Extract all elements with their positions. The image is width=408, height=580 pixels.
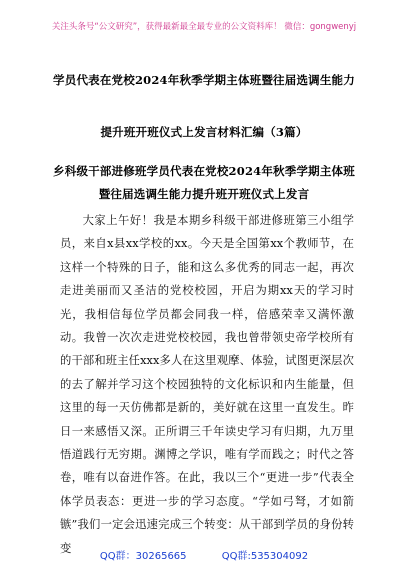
speech-paragraph: 大家上午好！我是本期乡科级干部进修班第三小组学员，来自x县xx学校的xx。今天是全国第xx个教师节，在这样一个特殊的日子，能和这么多优秀的同志一起，再次走进美丽而又圣洁的党校校园，开启为期xx天的学习时光，我相信每位学员都会同我一样，倍感荣幸又满怀激动。我曾一次次走进党校校园，我也曾带领史帝学校所有的干部和班主任xxx多人在这里观摩、体验，试图更深层次的去了解并学习这个校园独特的文化标识和内生能量，但这里的每一天仿佛都是新的，美好就在这里一直发生。昨日一来感悟又深。正所谓三千年读史学习有归期，九万里悟道践行无穷期。渊博之学识，唯有学而践之；时代之答卷，唯有以奋进作答。在此，我以三个“更进一步”代表全体学员表态：更进一步的学习态度。“学如弓弩，才如箭镞”我们一定会迅速完成三个转变：从干部到学员的身份转变 bbox=[60, 214, 354, 555]
qq-group-2: QQ群:535304092 bbox=[221, 551, 309, 562]
document-title-line-2: 提升班开班仪式上发言材料汇编（3篇） bbox=[100, 125, 308, 139]
section-title-line-2: 暨往届选调生能力提升班开班仪式上发言 bbox=[98, 187, 310, 201]
promo-banner: 关注头条号“公文研究”，获得最新最全最专业的公文资料库！ 微信：gongwenyj bbox=[51, 22, 357, 32]
section-title-line-1: 乡科级干部进修班学员代表在党校2024年秋季学期主体班 bbox=[53, 164, 355, 178]
footer-contacts bbox=[0, 547, 408, 562]
qq-group-1: QQ群：30265665 bbox=[99, 551, 187, 562]
document-title-line-1: 学员代表在党校2024年秋季学期主体班暨往届选调生能力 bbox=[53, 73, 355, 87]
